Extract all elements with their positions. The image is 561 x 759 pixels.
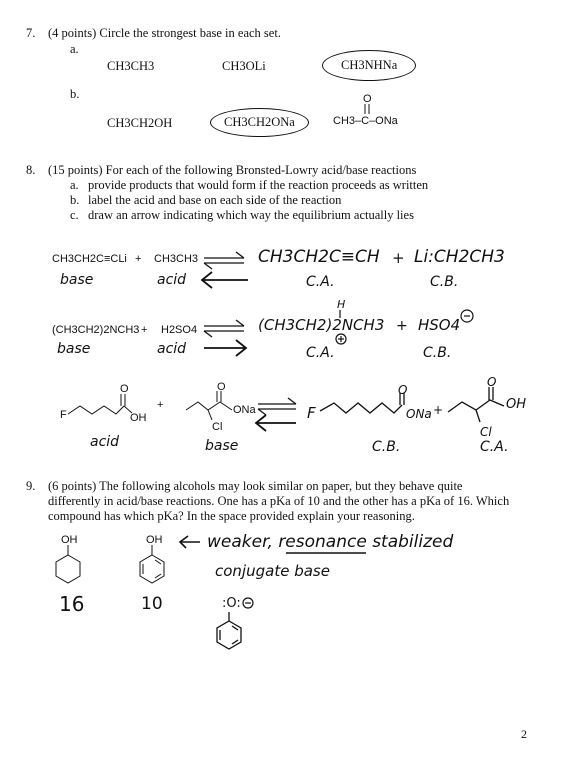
r3-reactant-1-f: F <box>60 409 67 421</box>
r3-label-ca: C.A. <box>480 439 509 455</box>
q7b-carbonyl-oxygen: O <box>363 93 372 105</box>
r3-favored-direction-arrow-icon <box>256 415 296 431</box>
q9-cyclohexanol-oh: OH <box>61 534 78 546</box>
r2-reactant-1: (CH3CH2)2NCH3 <box>52 324 140 336</box>
r2-label-cb: C.B. <box>423 345 452 361</box>
q7b-carbonyl-double-bond <box>365 104 369 114</box>
q9-prompt-line-1: (6 points) The following alcohols may look similar on paper, but they behave quite <box>48 479 463 493</box>
q7a-label: a. <box>70 42 79 56</box>
r3-reactant-1-skeleton <box>68 394 132 414</box>
r3-reactant-1-oh: OH <box>130 412 147 424</box>
q7b-option-3: CH3–C–ONa <box>333 115 398 127</box>
r3-product-2-cl: Cl <box>480 425 492 439</box>
q7a-option-2: CH3OLi <box>222 59 266 73</box>
r2-plus-2: + <box>396 318 408 334</box>
r3-reactant-2-ona: ONa <box>233 404 256 416</box>
r2-favored-direction-arrow-icon <box>204 340 246 356</box>
q9-phenol-oh: OH <box>146 534 163 546</box>
q7-number: 7. <box>26 26 36 40</box>
q9-cyclohexanol-structure <box>56 545 80 583</box>
q9-pka-cyclohexanol: 16 <box>59 592 85 616</box>
r3-plus-2: + <box>433 403 444 417</box>
q8-sub-a-text: provide products that would form if the reaction proceeds as written <box>88 178 429 192</box>
r1-label-acid: acid <box>157 272 187 288</box>
q7a-option-3-circled: CH3NHNa <box>322 50 416 81</box>
r3-product-2-oh: OH <box>506 397 527 412</box>
q8-number: 8. <box>26 163 36 177</box>
q8-prompt: (15 points) For each of the following Bronsted-Lowry acid/base reactions <box>48 163 417 177</box>
r2-positive-charge-icon <box>336 334 346 344</box>
r2-product-1-h: H <box>337 298 346 311</box>
r2-plus-1: + <box>141 324 148 336</box>
q8-sub-b-label: b. <box>70 193 80 207</box>
r2-negative-charge-icon <box>461 310 473 322</box>
r2-label-ca: C.A. <box>306 345 335 361</box>
q9-prompt-line-2: differently in acid/base reactions. One has a pKa of 10 and the other has a pKa of 16. Which <box>48 494 510 508</box>
r3-product-2-skeleton <box>448 387 504 422</box>
r3-plus-1: + <box>157 399 164 411</box>
q9-answer-line-1: weaker, resonance stabilized <box>207 532 454 552</box>
r3-label-acid: acid <box>90 434 120 450</box>
r3-reactant-2-cl: Cl <box>212 421 223 433</box>
r2-product-2: HSO4 <box>418 316 461 334</box>
q7b-label: b. <box>70 87 80 101</box>
r3-reactant-2-o: O <box>217 381 226 393</box>
r1-label-ca: C.A. <box>306 274 335 290</box>
q7b-option-2-circled: CH3CH2ONa <box>210 108 309 137</box>
r3-equilibrium-arrows-icon <box>258 398 296 415</box>
r1-plus-2: + <box>392 249 405 267</box>
r2-label-acid: acid <box>157 341 187 357</box>
r2-equilibrium-arrows-icon <box>204 320 244 337</box>
r2-label-base: base <box>57 341 91 357</box>
r1-favored-direction-arrow-icon <box>202 272 248 288</box>
r2-product-1: (CH3CH2)2NCH3 <box>258 316 385 334</box>
r3-label-cb: C.B. <box>372 439 401 455</box>
r1-label-base: base <box>60 272 94 288</box>
r1-label-cb: C.B. <box>430 274 459 290</box>
q9-pka-phenol: 10 <box>141 594 163 614</box>
q9-phenoxide-oxygen: :O: <box>222 596 241 611</box>
r3-label-base: base <box>205 438 239 454</box>
r1-product-2: Li:CH2CH3 <box>414 247 505 267</box>
r3-product-1-f: F <box>307 404 316 422</box>
q9-phenol-structure <box>140 545 164 583</box>
r3-product-1-ona: ONa <box>406 407 432 421</box>
r3-product-1-skeleton <box>320 393 404 413</box>
r1-plus-1: + <box>135 253 142 265</box>
q7a-option-1: CH3CH3 <box>107 59 155 73</box>
q7b-option-1: CH3CH2OH <box>107 116 173 130</box>
r1-equilibrium-arrows-icon <box>204 252 244 269</box>
r3-product-1-o: O <box>398 383 408 397</box>
q9-phenoxide-structure <box>217 612 241 649</box>
r3-reactant-1-o: O <box>120 383 129 395</box>
q8-sub-a-label: a. <box>70 178 79 192</box>
r1-reactant-1: CH3CH2C≡CLi <box>52 253 127 265</box>
q9-phenoxide-negative-charge-icon <box>243 598 253 608</box>
r2-reactant-2: H2SO4 <box>161 324 198 336</box>
q9-pointer-arrow-icon <box>180 536 200 548</box>
r1-reactant-2: CH3CH3 <box>154 253 199 265</box>
q8-sub-b-text: label the acid and base on each side of the reaction <box>88 193 342 207</box>
q7-prompt: (4 points) Circle the strongest base in each set. <box>48 26 281 40</box>
q8-sub-c-text: draw an arrow indicating which way the equilibrium actually lies <box>88 208 414 222</box>
r3-product-2-o: O <box>487 375 497 389</box>
q9-prompt-line-3: compound has which pKa? In the space provided explain your reasoning. <box>48 509 415 523</box>
q9-answer-line-2: conjugate base <box>215 562 330 580</box>
q8-sub-c-label: c. <box>70 208 79 222</box>
q9-number: 9. <box>26 479 36 493</box>
page-number: 2 <box>521 727 527 741</box>
r1-product-1: CH3CH2C≡CH <box>258 247 380 267</box>
r3-reactant-2-skeleton <box>186 391 232 420</box>
